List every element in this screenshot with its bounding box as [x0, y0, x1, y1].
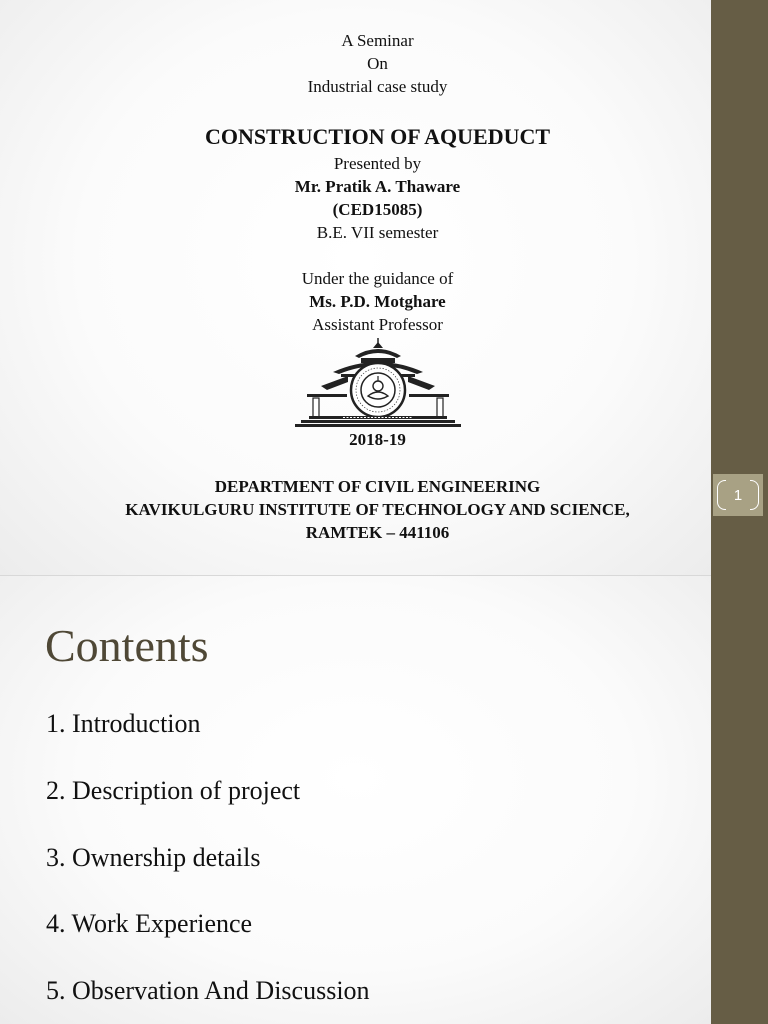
guidance-label: Under the guidance of [301, 269, 454, 288]
presenter-id: (CED15085) [332, 200, 423, 219]
toc-item: 2. Description of project [46, 776, 301, 805]
guide-title: Assistant Professor [312, 315, 443, 334]
academic-year: 2018-19 [349, 430, 406, 449]
presentation-title: CONSTRUCTION OF AQUEDUCT [204, 124, 551, 149]
slide-number: 1 [733, 486, 743, 504]
toc-item: 4. Work Experience [46, 909, 253, 938]
slide-sidebar [711, 576, 768, 1024]
department-name: DEPARTMENT OF CIVIL ENGINEERING [214, 477, 541, 496]
contents-heading: Contents [45, 620, 209, 671]
presenter-class: B.E. VII semester [316, 223, 439, 242]
presenter-name: Mr. Pratik A. Thaware [294, 177, 461, 196]
guide-name: Ms. P.D. Motghare [309, 292, 446, 311]
slide-2 [0, 576, 768, 1024]
toc-item: 1. Introduction [46, 709, 201, 738]
bracket-right-icon [750, 480, 759, 510]
institute-address: RAMTEK – 441106 [305, 523, 450, 542]
on-label: On [367, 54, 388, 73]
bracket-left-icon [717, 480, 726, 510]
institute-name: KAVIKULGURU INSTITUTE OF TECHNOLOGY AND SCIENCE, [125, 500, 630, 519]
case-study-label: Industrial case study [307, 77, 448, 96]
presented-by-label: Presented by [333, 154, 422, 173]
seminar-label: A Seminar [341, 31, 414, 50]
toc-item: 5. Observation And Discussion [46, 976, 370, 1005]
institute-emblem-icon [293, 336, 463, 428]
slide-number-badge [713, 474, 763, 516]
toc-item: 3. Ownership details [46, 843, 261, 872]
